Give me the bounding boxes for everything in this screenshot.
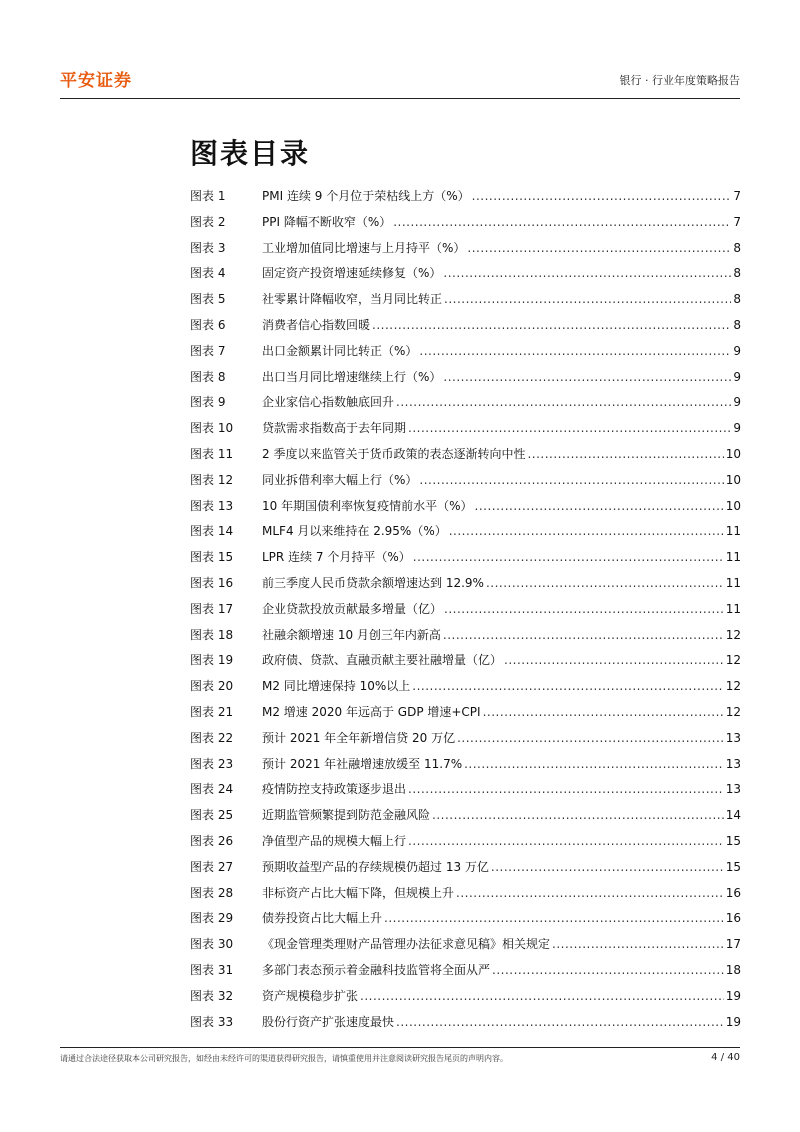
toc-entry-page: 16 bbox=[725, 911, 741, 926]
toc-entry-label: 图表 33 bbox=[190, 1014, 234, 1029]
toc-entry-title: 固定资产投资增速延续修复（%） bbox=[262, 266, 442, 281]
toc-entry[interactable] bbox=[190, 988, 741, 1014]
toc-entry-page: 16 bbox=[725, 885, 741, 900]
toc-entry[interactable] bbox=[190, 627, 741, 653]
toc-entry-title: 出口金额累计同比转正（%） bbox=[262, 343, 418, 358]
toc-entry-label: 图表 4 bbox=[190, 266, 226, 281]
toc-dot-leader bbox=[472, 188, 732, 204]
toc-entry-label: 图表 14 bbox=[190, 524, 234, 539]
page-title: 图表目录 bbox=[190, 137, 311, 170]
toc-entry-page: 9 bbox=[733, 369, 741, 384]
toc-entry-page: 11 bbox=[725, 524, 741, 539]
toc-entry-title: 资产规模稳步扩张 bbox=[262, 988, 359, 1003]
toc-entry-page: 11 bbox=[725, 601, 741, 616]
toc-entry[interactable] bbox=[190, 781, 741, 807]
toc-dot-leader bbox=[432, 807, 724, 823]
toc-dot-leader bbox=[464, 756, 724, 772]
toc-dot-leader bbox=[444, 291, 731, 307]
toc-entry[interactable] bbox=[190, 601, 741, 627]
toc-entry-label: 图表 13 bbox=[190, 498, 234, 513]
toc-dot-leader bbox=[396, 394, 731, 410]
toc-entry-page: 7 bbox=[733, 214, 741, 229]
toc-dot-leader bbox=[475, 498, 724, 514]
toc-entry-label: 图表 7 bbox=[190, 343, 226, 358]
toc-entry-title: 工业增加值同比增速与上月持平（%） bbox=[262, 240, 466, 255]
table-of-figures bbox=[190, 188, 741, 1039]
toc-entry-page: 17 bbox=[725, 937, 741, 952]
toc-dot-leader bbox=[491, 859, 724, 875]
toc-entry-label: 图表 32 bbox=[190, 988, 234, 1003]
toc-entry-label: 图表 31 bbox=[190, 962, 234, 977]
toc-entry-title: 《现金管理类理财产品管理办法征求意见稿》相关规定 bbox=[262, 937, 551, 952]
toc-entry-label: 图表 22 bbox=[190, 730, 234, 745]
toc-entry-page: 18 bbox=[725, 962, 741, 977]
toc-entry-page: 11 bbox=[725, 575, 741, 590]
toc-entry[interactable] bbox=[190, 1014, 741, 1040]
toc-dot-leader bbox=[483, 704, 724, 720]
toc-entry[interactable] bbox=[190, 291, 741, 317]
toc-entry-title: 近期监管频繁提到防范金融风险 bbox=[262, 808, 431, 823]
toc-dot-leader bbox=[443, 369, 731, 385]
toc-entry-title: 2 季度以来监管关于货币政策的表态逐渐转向中性 bbox=[262, 446, 526, 461]
toc-entry-label: 图表 17 bbox=[190, 601, 234, 616]
toc-entry[interactable] bbox=[190, 807, 741, 833]
toc-dot-leader bbox=[552, 936, 724, 952]
toc-entry-title: 债券投资占比大幅上升 bbox=[262, 911, 383, 926]
toc-entry-label: 图表 6 bbox=[190, 317, 226, 332]
toc-entry-title: 股份行资产扩张速度最快 bbox=[262, 1014, 395, 1029]
toc-dot-leader bbox=[413, 549, 724, 565]
toc-entry-page: 14 bbox=[725, 808, 741, 823]
toc-entry-title: 出口当月同比增速继续上行（%） bbox=[262, 369, 442, 384]
toc-entry-title: 社零累计降幅收窄，当月同比转正 bbox=[262, 292, 443, 307]
toc-entry-label: 图表 28 bbox=[190, 885, 234, 900]
toc-entry-page: 9 bbox=[733, 343, 741, 358]
footer-disclaimer: 请通过合法途径获取本公司研究报告，如经由未经许可的渠道获得研究报告，请慎重使用并注意阅读研究报告尾页的声明内容。 bbox=[60, 1054, 508, 1063]
toc-dot-leader bbox=[444, 601, 724, 617]
toc-entry-title: 预计 2021 年社融增速放缓至 11.7% bbox=[262, 756, 463, 771]
toc-dot-leader bbox=[419, 472, 723, 488]
toc-entry-title: 预计 2021 年全年新增信贷 20 万亿 bbox=[262, 730, 456, 745]
toc-entry-label: 图表 26 bbox=[190, 833, 234, 848]
toc-entry-title: M2 增速 2020 年远高于 GDP 增速+CPI bbox=[262, 704, 481, 719]
toc-entry-label: 图表 12 bbox=[190, 472, 234, 487]
toc-entry-title: 预期收益型产品的存续规模仍超过 13 万亿 bbox=[262, 859, 489, 874]
page-header bbox=[60, 62, 740, 98]
toc-entry-label: 图表 5 bbox=[190, 292, 226, 307]
toc-entry-page: 10 bbox=[725, 472, 741, 487]
toc-entry-page: 15 bbox=[725, 833, 741, 848]
toc-entry-page: 11 bbox=[725, 550, 741, 565]
toc-dot-leader bbox=[419, 343, 731, 359]
toc-dot-leader bbox=[443, 265, 731, 281]
toc-dot-leader bbox=[384, 910, 724, 926]
footer-divider bbox=[60, 1047, 740, 1048]
toc-entry[interactable] bbox=[190, 265, 741, 291]
toc-entry-label: 图表 15 bbox=[190, 550, 234, 565]
toc-entry[interactable] bbox=[190, 885, 741, 911]
toc-dot-leader bbox=[486, 575, 724, 591]
toc-entry-title: 前三季度人民币贷款余额增速达到 12.9% bbox=[262, 575, 484, 590]
toc-entry-label: 图表 8 bbox=[190, 369, 226, 384]
toc-entry-title: PMI 连续 9 个月位于荣枯线上方（%） bbox=[262, 189, 470, 203]
toc-entry-title: 非标资产占比大幅下降，但规模上升 bbox=[262, 885, 455, 900]
toc-entry[interactable] bbox=[190, 523, 741, 549]
toc-entry-label: 图表 1 bbox=[190, 189, 226, 203]
toc-entry-label: 图表 18 bbox=[190, 627, 234, 642]
toc-dot-leader bbox=[360, 988, 724, 1004]
toc-entry[interactable] bbox=[190, 188, 741, 214]
toc-entry-page: 12 bbox=[725, 653, 741, 668]
toc-entry-page: 13 bbox=[725, 782, 741, 797]
toc-entry-page: 13 bbox=[725, 756, 741, 771]
toc-entry[interactable] bbox=[190, 472, 741, 498]
toc-entry-label: 图表 9 bbox=[190, 395, 226, 410]
toc-entry-label: 图表 11 bbox=[190, 446, 234, 461]
toc-entry-title: 贷款需求指数高于去年同期 bbox=[262, 421, 407, 436]
toc-entry-label: 图表 30 bbox=[190, 937, 234, 952]
toc-entry-title: MLF4 月以来维持在 2.95%（%） bbox=[262, 524, 447, 539]
toc-entry-title: 多部门表态预示着金融科技监管将全面从严 bbox=[262, 962, 491, 977]
toc-dot-leader bbox=[408, 833, 724, 849]
toc-entry[interactable] bbox=[190, 549, 741, 575]
toc-entry[interactable] bbox=[190, 498, 741, 524]
toc-entry-page: 9 bbox=[733, 421, 741, 436]
toc-entry-page: 8 bbox=[733, 266, 741, 281]
toc-entry[interactable] bbox=[190, 394, 741, 420]
toc-dot-leader bbox=[467, 240, 731, 256]
toc-entry-page: 19 bbox=[725, 988, 741, 1003]
toc-entry-title: 企业贷款投放贡献最多增量（亿） bbox=[262, 601, 443, 616]
toc-entry-title: 消费者信心指数回暖 bbox=[262, 317, 371, 332]
toc-entry-title: 疫情防控支持政策逐步退出 bbox=[262, 782, 407, 797]
toc-entry-page: 8 bbox=[733, 317, 741, 332]
toc-entry[interactable] bbox=[190, 859, 741, 885]
toc-entry[interactable] bbox=[190, 446, 741, 472]
toc-entry-page: 15 bbox=[725, 859, 741, 874]
toc-entry-title: PPI 降幅不断收窄（%） bbox=[262, 214, 392, 229]
toc-entry-page: 19 bbox=[725, 1014, 741, 1029]
toc-dot-leader bbox=[456, 885, 724, 901]
toc-dot-leader bbox=[449, 523, 724, 539]
toc-entry-title: 企业家信心指数触底回升 bbox=[262, 395, 395, 410]
toc-entry[interactable] bbox=[190, 240, 741, 266]
report-type: 银行 · 行业年度策略报告 bbox=[619, 74, 740, 87]
toc-entry-label: 图表 27 bbox=[190, 859, 234, 874]
toc-entry[interactable] bbox=[190, 678, 741, 704]
toc-dot-leader bbox=[372, 317, 731, 333]
toc-entry-label: 图表 10 bbox=[190, 421, 234, 436]
toc-dot-leader bbox=[527, 446, 723, 462]
toc-dot-leader bbox=[457, 730, 724, 746]
toc-dot-leader bbox=[504, 652, 724, 668]
toc-dot-leader bbox=[393, 214, 731, 230]
toc-entry-page: 12 bbox=[725, 704, 741, 719]
toc-entry-label: 图表 29 bbox=[190, 911, 234, 926]
toc-entry[interactable] bbox=[190, 704, 741, 730]
toc-entry-title: 10 年期国债利率恢复疫情前水平（%） bbox=[262, 498, 473, 513]
toc-entry-label: 图表 23 bbox=[190, 756, 234, 771]
toc-entry-label: 图表 20 bbox=[190, 679, 234, 694]
toc-entry[interactable] bbox=[190, 756, 741, 782]
header-divider bbox=[60, 98, 740, 99]
toc-entry-title: 社融余额增速 10 月创三年内新高 bbox=[262, 627, 441, 642]
toc-entry-label: 图表 19 bbox=[190, 653, 234, 668]
toc-entry-title: LPR 连续 7 个月持平（%） bbox=[262, 550, 411, 565]
toc-entry-title: M2 同比增速保持 10%以上 bbox=[262, 679, 411, 694]
toc-entry[interactable] bbox=[190, 910, 741, 936]
toc-entry-label: 图表 16 bbox=[190, 575, 234, 590]
toc-entry[interactable] bbox=[190, 962, 741, 988]
toc-dot-leader bbox=[408, 420, 731, 436]
toc-entry-page: 10 bbox=[725, 498, 741, 513]
toc-entry-label: 图表 21 bbox=[190, 704, 234, 719]
toc-entry[interactable] bbox=[190, 575, 741, 601]
company-logo: 平安证券 bbox=[60, 71, 132, 91]
toc-entry-page: 12 bbox=[725, 627, 741, 642]
toc-dot-leader bbox=[396, 1014, 724, 1030]
toc-entry-page: 7 bbox=[733, 189, 741, 203]
toc-entry-label: 图表 3 bbox=[190, 240, 226, 255]
toc-dot-leader bbox=[412, 678, 723, 694]
toc-entry-label: 图表 2 bbox=[190, 214, 226, 229]
toc-entry-title: 政府债、贷款、直融贡献主要社融增量（亿） bbox=[262, 653, 503, 668]
toc-entry-page: 8 bbox=[733, 292, 741, 307]
toc-entry-page: 10 bbox=[725, 446, 741, 461]
toc-entry-page: 9 bbox=[733, 395, 741, 410]
toc-entry[interactable] bbox=[190, 833, 741, 859]
toc-entry[interactable] bbox=[190, 652, 741, 678]
toc-entry-page: 13 bbox=[725, 730, 741, 745]
toc-entry-label: 图表 25 bbox=[190, 808, 234, 823]
toc-entry-page: 12 bbox=[725, 679, 741, 694]
page-number: 4 / 40 bbox=[711, 1052, 740, 1063]
toc-entry[interactable] bbox=[190, 420, 741, 446]
toc-dot-leader bbox=[408, 781, 724, 797]
toc-entry-label: 图表 24 bbox=[190, 782, 234, 797]
toc-entry[interactable] bbox=[190, 936, 741, 962]
toc-entry[interactable] bbox=[190, 317, 741, 343]
toc-entry-page: 8 bbox=[733, 240, 741, 255]
toc-dot-leader bbox=[492, 962, 724, 978]
toc-entry-title: 净值型产品的规模大幅上行 bbox=[262, 833, 407, 848]
toc-dot-leader bbox=[443, 627, 724, 643]
toc-entry-title: 同业拆借利率大幅上行（%） bbox=[262, 472, 418, 487]
toc-entry[interactable] bbox=[190, 730, 741, 756]
toc-entry[interactable] bbox=[190, 343, 741, 369]
toc-entry[interactable] bbox=[190, 369, 741, 395]
toc-entry[interactable] bbox=[190, 214, 741, 240]
